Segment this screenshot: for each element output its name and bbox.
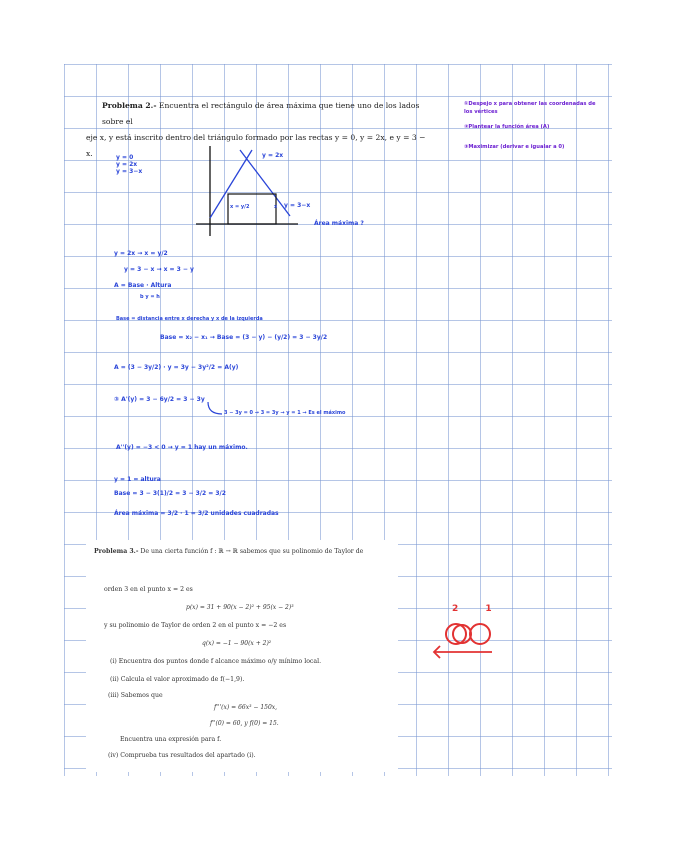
- equation-p: p(x) = 31 + 90(x − 2)² + 95(x − 2)³: [186, 604, 294, 611]
- label-y-3-x: y = 3−x: [284, 202, 311, 209]
- sketch-line-3: y = 3−x: [116, 168, 143, 175]
- work-6b: 3 − 3y = 0 → 3 = 3y → y = 1 → Es el máximo: [224, 410, 346, 416]
- work-10: Área máxima = 3/2 · 1 = 3/2 unidades cuadradas: [114, 510, 279, 517]
- item-ii: (ii) Calcula el valor aproximado de f(−1,9).: [110, 676, 245, 683]
- work-9: Base = 3 − 3(1)/2 = 3 − 3/2 = 3/2: [114, 490, 226, 497]
- red-numbers: 2 1: [452, 604, 504, 614]
- sketch-line-2: y = 2x: [116, 161, 138, 168]
- item-iv: (iv) Comprueba tus resultados del apartado (i).: [108, 752, 256, 759]
- problem-3-intro: [94, 548, 363, 555]
- problem-2-title: Problema 2.-: [102, 101, 157, 110]
- work-1a: y = 2x → x = y/2: [114, 250, 168, 257]
- arrow-curve: [206, 402, 226, 418]
- work-8: y = 1 = altura: [114, 476, 161, 483]
- item-i: (i) Encuentra dos puntos donde f alcance máximo o/y mínimo local.: [110, 658, 322, 665]
- step-3: ③Maximizar (derivar e igualar a 0): [464, 144, 565, 150]
- equation-f2: f''(0) = 60, y f(0) = 15.: [210, 720, 279, 727]
- sketch-line-1: y = 0: [116, 154, 134, 161]
- work-1b: y = 3 − x → x = 3 − y: [124, 266, 194, 273]
- item-iii-b: Encuentra una expresión para f.: [120, 736, 222, 743]
- label-x: x: [274, 204, 278, 210]
- problem-3-title: Problema 3.-: [94, 548, 139, 555]
- work-5: A = (3 − 3y/2) · y = 3y − 3y²/2 = A(y): [114, 364, 239, 371]
- problem-3-line3: y su polinomio de Taylor de orden 2 en el punto x = −2 es: [104, 622, 287, 629]
- work-2b: b y = h: [140, 294, 160, 300]
- red-drawing: [430, 612, 500, 662]
- equation-f3: f'''(x) = 66x³ − 150x,: [214, 704, 278, 711]
- area-question: Área máxima ?: [314, 220, 364, 227]
- problem-2-line2: eje x, y está inscrito dentro del triángulo formado por las rectas y = 0, y = 2x, e y = 3 − x.: [86, 133, 426, 158]
- label-x-y2: x = y/2: [230, 204, 250, 210]
- item-iii: (iii) Sabemos que: [108, 692, 163, 699]
- work-3: Base = distancia entre x derecha y x de la izquierda: [116, 316, 263, 322]
- step-1: ①Despejo x para obtener las coordenadas de los vértices: [464, 101, 596, 115]
- work-2a: A = Base · Altura: [114, 282, 172, 289]
- step-2: ②Plantear la función área (A): [464, 124, 550, 130]
- sketch-lines-list: [116, 154, 142, 175]
- work-4: Base = x₂ − x₁ → Base = (3 − y) − (y/2) = 3 − 3y/2: [160, 334, 328, 341]
- triangle-sketch: [190, 140, 310, 240]
- equation-q: q(x) = −1 − 90(x + 2)²: [202, 640, 272, 647]
- work-7: A''(y) = −3 < 0 → y = 1 hay un máximo.: [116, 444, 248, 451]
- work-6a: ③ A'(y) = 3 − 6y/2 = 3 − 3y: [114, 396, 205, 403]
- label-y-2x: y = 2x: [262, 152, 284, 159]
- problem-3-line2: orden 3 en el punto x = 2 es: [104, 586, 193, 593]
- problem-2-line1: Encuentra el rectángulo de área máxima que tiene uno de los lados sobre el: [102, 101, 420, 126]
- problem-3-intro-text: De una cierta función f : ℝ → ℝ sabemos que su polinomio de Taylor de: [140, 548, 364, 555]
